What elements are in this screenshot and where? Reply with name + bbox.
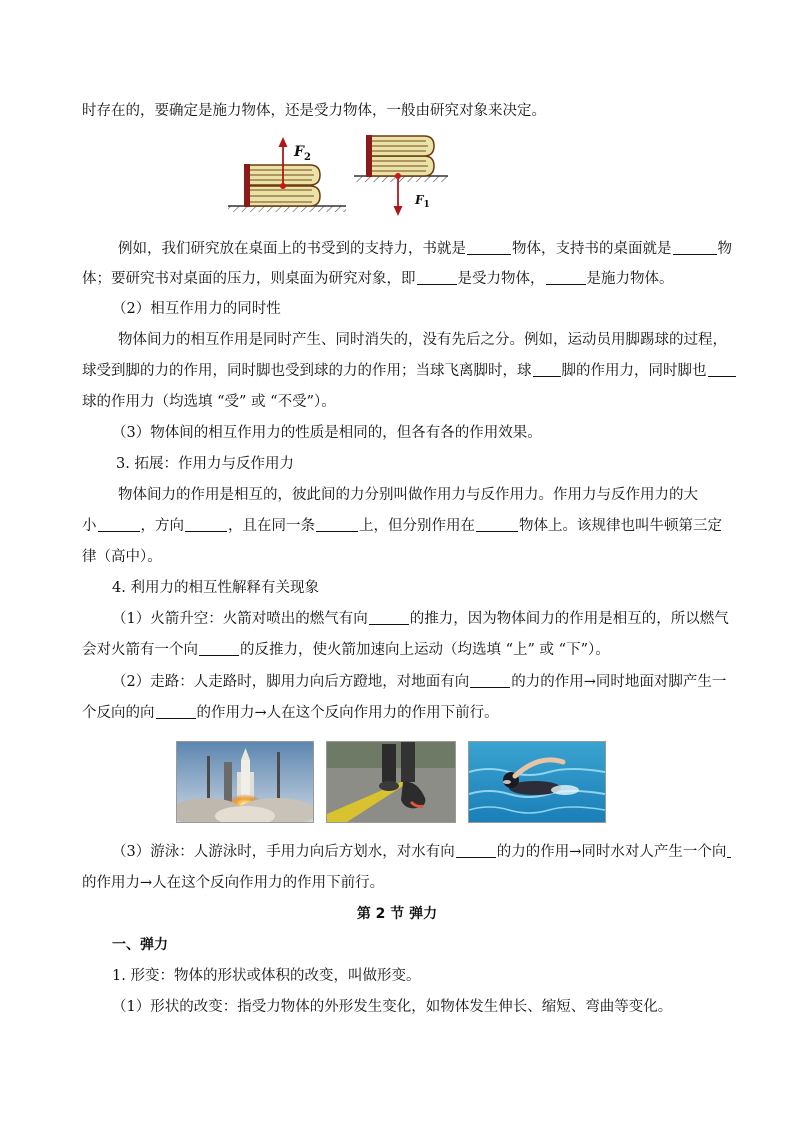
paragraph: 1. 形变：物体的形状或体积的改变，叫做形变。 bbox=[112, 968, 421, 984]
f2-label: F bbox=[294, 144, 304, 160]
paragraph: 球的作用力（均选填 “受” 或 “不受”）。 bbox=[82, 394, 336, 410]
svg-text:F2 bbox=[293, 144, 311, 163]
f2-subscript: 2 bbox=[303, 152, 311, 163]
paragraph bbox=[112, 672, 752, 692]
answer-blank[interactable] bbox=[316, 517, 358, 532]
paragraph: （1）形状的改变：指受力物体的外形发生变化，如物体发生伸长、缩短、弯曲等变化。 bbox=[112, 999, 673, 1015]
paragraph bbox=[82, 269, 722, 289]
text: （3）游泳：人游泳时，手用力向后方划水，对水有向 bbox=[112, 844, 455, 860]
paragraph: 物体间力的相互作用是同时产生、同时消失的，没有先后之分。例如，运动员用脚踢球的过程， bbox=[118, 332, 727, 348]
text: 例如，我们研究放在桌面上的书受到的支持力，书就是 bbox=[118, 241, 466, 257]
text: 的作用力→人在这个反向作用力的作用下前行。 bbox=[196, 705, 499, 721]
text: 的反推力，使火箭加速向上运动（均选填 “上” 或 “下”）。 bbox=[240, 642, 610, 658]
text: ，方向 bbox=[140, 518, 184, 534]
paragraph bbox=[82, 516, 722, 536]
subsection-heading: 一、弹力 bbox=[112, 937, 168, 953]
paragraph bbox=[118, 239, 758, 259]
paragraph bbox=[82, 361, 722, 381]
paragraph: 的作用力→人在这个反向作用力的作用下前行。 bbox=[82, 875, 385, 891]
answer-blank[interactable] bbox=[470, 673, 510, 688]
answer-blank[interactable] bbox=[546, 270, 586, 285]
book-force-figure bbox=[226, 134, 448, 218]
answer-blank[interactable] bbox=[156, 704, 196, 719]
answer-blank[interactable] bbox=[185, 517, 227, 532]
text: 脚的作用力，同时脚也 bbox=[561, 363, 707, 379]
paragraph: 物体间力的作用是相互的，彼此间的力分别叫做作用力与反作用力。作用力与反作用力的大 bbox=[118, 487, 698, 503]
answer-blank[interactable] bbox=[199, 641, 239, 656]
text: 的力的作用→同时水对人产生一个向 bbox=[496, 844, 727, 860]
text: 物体上。该规律也叫牛顿第三定 bbox=[519, 518, 722, 534]
answer-blank[interactable] bbox=[673, 240, 717, 255]
paragraph bbox=[82, 703, 722, 723]
answer-blank[interactable] bbox=[467, 240, 511, 255]
text: 是施力物体。 bbox=[586, 271, 674, 287]
paragraph bbox=[82, 640, 722, 660]
section-title: 第 2 节 弹力 bbox=[356, 906, 438, 922]
text: 的力的作用→同时地面对脚产生一 bbox=[511, 674, 727, 690]
answer-blank[interactable] bbox=[369, 610, 409, 625]
paragraph bbox=[112, 609, 752, 629]
paragraph bbox=[112, 842, 752, 862]
answer-blank[interactable] bbox=[98, 517, 140, 532]
text: （1）火箭升空：火箭对喷出的燃气有向 bbox=[112, 611, 368, 627]
text: （2）走路：人走路时，脚用力向后方蹬地，对地面有向 bbox=[112, 674, 470, 690]
text: 个反向的向 bbox=[82, 705, 155, 721]
paragraph: 时存在的，要确定是施力物体，还是受力物体，一般由研究对象来决定。 bbox=[82, 103, 546, 119]
section-heading: 3. 拓展：作用力与反作用力 bbox=[116, 456, 294, 472]
text: 物体，支持书的桌面就是 bbox=[512, 241, 672, 257]
answer-blank[interactable] bbox=[456, 843, 496, 858]
text: 的推力，因为物体间力的作用是相互的，所以燃气 bbox=[409, 611, 729, 627]
answer-blank[interactable] bbox=[476, 517, 518, 532]
answer-blank[interactable] bbox=[533, 362, 561, 377]
subheading: （3）物体间的相互作用力的性质是相同的，但各有各的作用效果。 bbox=[112, 425, 542, 441]
text: 小 bbox=[82, 518, 97, 534]
f1-subscript: 1 bbox=[423, 200, 430, 210]
right-books-icon bbox=[366, 135, 434, 177]
text: 是受力物体， bbox=[457, 271, 545, 287]
text: 上，但分别作用在 bbox=[359, 518, 475, 534]
paragraph: 律（高中）。 bbox=[82, 549, 162, 565]
answer-blank[interactable] bbox=[417, 270, 457, 285]
answer-blank[interactable] bbox=[708, 362, 736, 377]
section-heading: 4. 利用力的相互性解释有关现象 bbox=[112, 580, 319, 596]
svg-text:F1 bbox=[414, 193, 430, 210]
text: ，且在同一条 bbox=[228, 518, 315, 534]
answer-blank[interactable] bbox=[727, 843, 731, 858]
subheading: （2）相互作用力的同时性 bbox=[112, 301, 281, 317]
f1-label: F bbox=[415, 193, 424, 207]
swimming-image bbox=[468, 741, 606, 823]
text: 会对火箭有一个向 bbox=[82, 642, 198, 658]
walking-image bbox=[326, 741, 456, 823]
text: 体；要研究书对桌面的压力，则桌面为研究对象，即 bbox=[82, 271, 416, 287]
text: 物 bbox=[717, 241, 732, 257]
text: 球受到脚的力的作用，同时脚也受到球的力的作用；当球飞离脚时，球 bbox=[82, 363, 532, 379]
rocket-launch-image bbox=[176, 741, 314, 823]
